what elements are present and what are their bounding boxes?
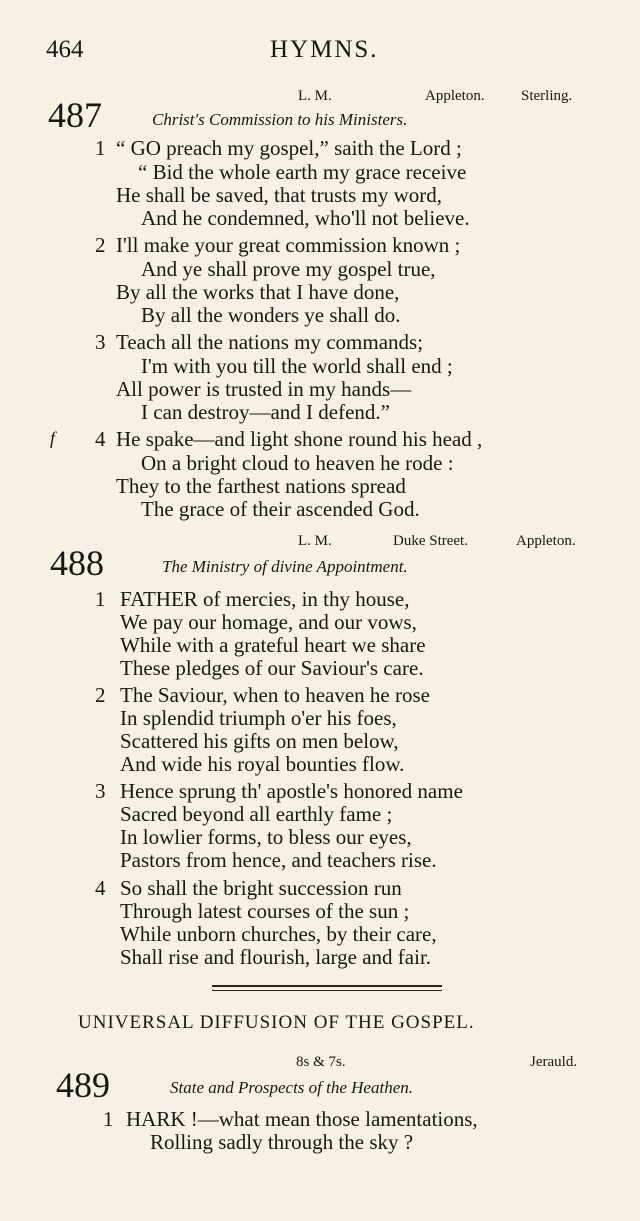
- verse-line: In splendid triumph o'er his foes,: [120, 706, 397, 730]
- verse-line: I'll make your great commission known ;: [116, 233, 461, 257]
- section-heading: UNIVERSAL DIFFUSION OF THE GOSPEL.: [78, 1012, 475, 1033]
- hymn-487-tune-1: Appleton.: [425, 88, 485, 104]
- verse-line: These pledges of our Saviour's care.: [120, 656, 424, 680]
- verse-line: In lowlier forms, to bless our eyes,: [120, 825, 412, 849]
- verse-line: Teach all the nations my commands;: [116, 330, 424, 354]
- hymn-489-title: State and Prospects of the Heathen.: [170, 1078, 413, 1097]
- verse-line: Scattered his gifts on men below,: [120, 729, 399, 753]
- hymn-488-title: The Ministry of divine Appointment.: [162, 557, 408, 576]
- verse-line: “ Bid the whole earth my grace receive: [138, 160, 467, 184]
- hymn-488-tune-2: Appleton.: [516, 533, 576, 549]
- hymn-487-meter: L. M.: [298, 88, 332, 104]
- verse-line: And ye shall prove my gospel true,: [141, 257, 436, 281]
- verse-line: And wide his royal bounties flow.: [120, 752, 405, 776]
- verse-line: Hence sprung th' apostle's honored name: [120, 779, 463, 803]
- verse-line: HARK !—what mean those lamentations,: [126, 1107, 478, 1131]
- verse-line: And he condemned, who'll not believe.: [141, 206, 470, 230]
- hymn-488-meter: L. M.: [298, 533, 332, 549]
- dynamic-mark: f: [50, 428, 56, 448]
- verse-line: While with a grateful heart we share: [120, 633, 426, 657]
- section-rule-bottom: [212, 990, 442, 991]
- verse-line: He spake—and light shone round his head ,: [116, 427, 483, 451]
- verse-line: I can destroy—and I defend.”: [141, 400, 390, 424]
- running-head: HYMNS.: [270, 36, 379, 63]
- hymn-487-number: 487: [48, 95, 102, 135]
- verse-line: All power is trusted in my hands—: [116, 377, 412, 401]
- section-rule-top: [212, 985, 442, 987]
- verse-number: 1: [95, 587, 106, 611]
- verse-line: The grace of their ascended God.: [141, 497, 420, 521]
- verse-line: I'm with you till the world shall end ;: [141, 354, 453, 378]
- verse-number: 4: [95, 876, 106, 900]
- hymn-487-title: Christ's Commission to his Ministers.: [152, 110, 408, 129]
- hymn-488-tune-1: Duke Street.: [393, 533, 468, 549]
- hymn-489-tune-1: Jerauld.: [530, 1054, 578, 1070]
- hymn-488-number: 488: [50, 543, 104, 583]
- verse-number: 2: [95, 683, 106, 707]
- verse-number: 4: [95, 427, 106, 451]
- verse-number: 1: [103, 1107, 114, 1131]
- verse-line: By all the wonders ye shall do.: [141, 303, 401, 327]
- verse-line: Shall rise and flourish, large and fair.: [120, 945, 432, 969]
- verse-line: FATHER of mercies, in thy house,: [120, 587, 410, 611]
- verse-line: We pay our homage, and our vows,: [120, 610, 417, 634]
- verse-line: Pastors from hence, and teachers rise.: [120, 848, 437, 872]
- verse-line: He shall be saved, that trusts my word,: [116, 183, 443, 207]
- verse-line: So shall the bright succession run: [120, 876, 402, 900]
- verse-line: On a bright cloud to heaven he rode :: [141, 451, 454, 475]
- hymn-489-meter: 8s & 7s.: [296, 1054, 346, 1070]
- verse-number: 3: [95, 779, 106, 803]
- page-number: 464: [46, 36, 84, 63]
- verse-number: 3: [95, 330, 106, 354]
- verse-line: While unborn churches, by their care,: [120, 922, 437, 946]
- verse-line: Through latest courses of the sun ;: [120, 899, 410, 923]
- verse-line: “ GO preach my gospel,” saith the Lord ;: [116, 136, 462, 160]
- verse-line: They to the farthest nations spread: [116, 474, 406, 498]
- verse-line: By all the works that I have done,: [116, 280, 400, 304]
- verse-number: 2: [95, 233, 106, 257]
- hymn-487-tune-2: Sterling.: [521, 88, 573, 104]
- verse-line: Sacred beyond all earthly fame ;: [120, 802, 393, 826]
- verse-line: Rolling sadly through the sky ?: [150, 1130, 414, 1154]
- hymn-489-number: 489: [56, 1065, 110, 1105]
- verse-number: 1: [95, 136, 106, 160]
- verse-line: The Saviour, when to heaven he rose: [120, 683, 430, 707]
